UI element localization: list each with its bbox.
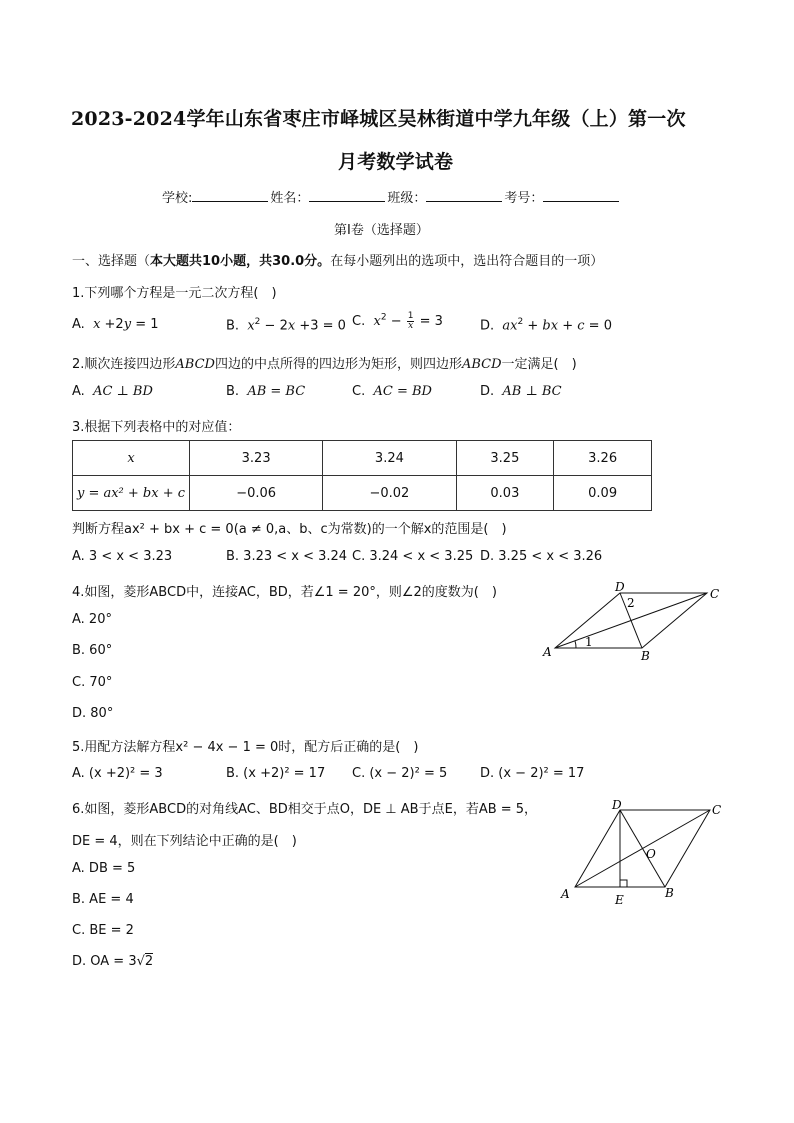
fig6-label-c: C: [712, 803, 722, 817]
q4-option-a: A. 20°: [72, 612, 112, 627]
q3-judge: 判断方程ax² + bx + c = 0(a ≠ 0,a、b、c为常数)的一个解x的范围是( ): [72, 522, 507, 537]
q1-a-label: A.: [72, 317, 85, 332]
table-cell: 3.26: [554, 441, 652, 476]
q2-stem-c: 四边的中点所得的四边形为矩形，则四边形: [214, 357, 462, 372]
q1-option-a: A. x +2y = 1: [72, 317, 159, 332]
diagonal-bd: [620, 810, 665, 887]
q2-d-value: AB ⊥ BC: [502, 384, 562, 399]
q2-c-value: AC = BD: [373, 384, 432, 399]
q2-stem-b: ABCD: [175, 357, 215, 372]
info-line: [162, 187, 621, 206]
name-blank: [309, 189, 385, 202]
q2-stem-e: 一定满足( ): [501, 357, 577, 372]
table-cell-x-header: x: [73, 441, 190, 476]
q6-d-text: D. OA = 3: [72, 954, 137, 969]
table-row: [73, 476, 652, 511]
q6-option-d: [72, 954, 153, 969]
sqrt-sign: √: [136, 954, 145, 969]
q1-stem: 1.下列哪个方程是一元二次方程( ): [72, 286, 277, 301]
q4-option-b: B. 60°: [72, 643, 113, 658]
section-suffix: 在每小题列出的选项中，选出符合题目的一项）: [330, 254, 604, 269]
q2-option-d: [480, 384, 562, 399]
q2-option-c: [352, 384, 432, 399]
q2-d-label: D.: [480, 384, 495, 399]
q2-b-value: AB = BC: [247, 384, 306, 399]
table-cell: −0.02: [323, 476, 456, 511]
q1-d-label: D.: [480, 318, 495, 334]
fig6-label-b: B: [665, 886, 674, 900]
number-label: 考号：: [504, 191, 544, 206]
q6-option-b: B. AE = 4: [72, 892, 134, 907]
q3-option-a: A. 3 < x < 3.23: [72, 549, 173, 564]
angle-1-arc: [575, 641, 576, 648]
q6-stem-line-1: 6.如图，菱形ABCD的对角线AC、BD相交于点O，DE ⊥ AB于点E，若AB = 5，: [72, 802, 538, 817]
q4-stem: 4.如图，菱形ABCD中，连接AC，BD，若∠1 = 20°，则∠2的度数为( ): [72, 585, 497, 600]
q3-option-c: C. 3.24 < x < 3.25: [352, 549, 474, 564]
q2-option-a: [72, 384, 153, 399]
title-line-2: 月考数学试卷: [338, 151, 454, 173]
volume-heading: 第Ⅰ卷（选择题）: [334, 223, 429, 238]
section-bold: 本大题共10小题，共30.0分。: [150, 254, 331, 269]
table-cell: 3.23: [190, 441, 323, 476]
q5-stem: 5.用配方法解方程x² − 4x − 1 = 0时，配方后正确的是( ): [72, 740, 419, 755]
fig4-label-c: C: [710, 587, 720, 601]
table-row: [73, 441, 652, 476]
q1-b-label: B.: [226, 318, 240, 334]
q3-option-b: B. 3.23 < x < 3.24: [226, 549, 348, 564]
q3-stem: 3.根据下列表格中的对应值：: [72, 420, 241, 435]
section-prefix: 一、选择题（: [72, 254, 151, 269]
q3-option-d: D. 3.25 < x < 3.26: [480, 549, 603, 564]
table-cell-y-header: y = ax² + bx + c: [73, 476, 190, 511]
school-blank: [192, 189, 268, 202]
q5-option-a: A. (x +2)² = 3: [72, 766, 163, 781]
q4-option-c: C. 70°: [72, 675, 113, 690]
fig4-angle-1: 1: [585, 635, 593, 649]
q2-option-b: [226, 384, 305, 399]
fig4-label-d: D: [615, 580, 625, 594]
q6-option-a: A. DB = 5: [72, 861, 136, 876]
q4-option-d: D. 80°: [72, 706, 114, 721]
q2-stem-d: ABCD: [461, 357, 502, 372]
q1-option-b: B. $x^2 - 2x +3 = 0$: [226, 317, 346, 334]
q5-option-b: B. (x +2)² = 17: [226, 766, 326, 781]
fig6-label-e: E: [615, 893, 624, 907]
class-label: 班级：: [387, 191, 427, 206]
fig4-label-b: B: [641, 649, 650, 662]
q6-stem-line-2: DE = 4，则在下列结论中正确的是( ): [72, 834, 297, 849]
table-cell: 0.09: [554, 476, 652, 511]
q2-a-value: AC ⊥ BD: [93, 384, 153, 399]
fig6-label-d: D: [612, 798, 622, 812]
q1-a-math: x: [93, 317, 101, 332]
table-cell: −0.06: [190, 476, 323, 511]
table-cell: 3.25: [456, 441, 554, 476]
number-blank: [543, 189, 619, 202]
fig4-angle-2: 2: [627, 596, 635, 610]
q2-b-label: B.: [226, 384, 240, 399]
q3-value-table: [72, 440, 652, 511]
fig4-label-a: A: [543, 645, 552, 659]
q2-stem-a: 2.顺次连接四边形: [72, 357, 176, 372]
q5-option-c: C. (x − 2)² = 5: [352, 766, 448, 781]
q1-option-c: C. $x^2$ − $\frac{1}{x}$ = 3: [352, 311, 443, 331]
section-1-heading: [72, 250, 603, 269]
q5-option-d: D. (x − 2)² = 17: [480, 766, 585, 781]
q2-a-label: A.: [72, 384, 85, 399]
q6-option-c: C. BE = 2: [72, 923, 134, 938]
school-label: 学校:: [162, 191, 193, 206]
class-blank: [426, 189, 502, 202]
q6-d-radicand: 2: [144, 954, 154, 969]
title-line-1: 2023-2024学年山东省枣庄市峄城区吴林街道中学九年级（上）第一次: [71, 108, 686, 130]
name-label: 姓名：: [270, 191, 310, 206]
fig6-label-o: O: [646, 847, 656, 861]
q2-c-label: C.: [352, 384, 366, 399]
q6-rhombus-figure: [555, 796, 735, 908]
table-cell: 3.24: [323, 441, 456, 476]
q1-option-d: D. $ax^2$ + bx + c = 0: [480, 317, 612, 334]
table-cell: 0.03: [456, 476, 554, 511]
q4-rhombus-figure: [540, 580, 730, 662]
fig6-label-a: A: [561, 887, 570, 901]
right-angle-mark: [620, 880, 627, 887]
q2-stem: [72, 353, 577, 372]
q1-c-label: C.: [352, 314, 366, 329]
